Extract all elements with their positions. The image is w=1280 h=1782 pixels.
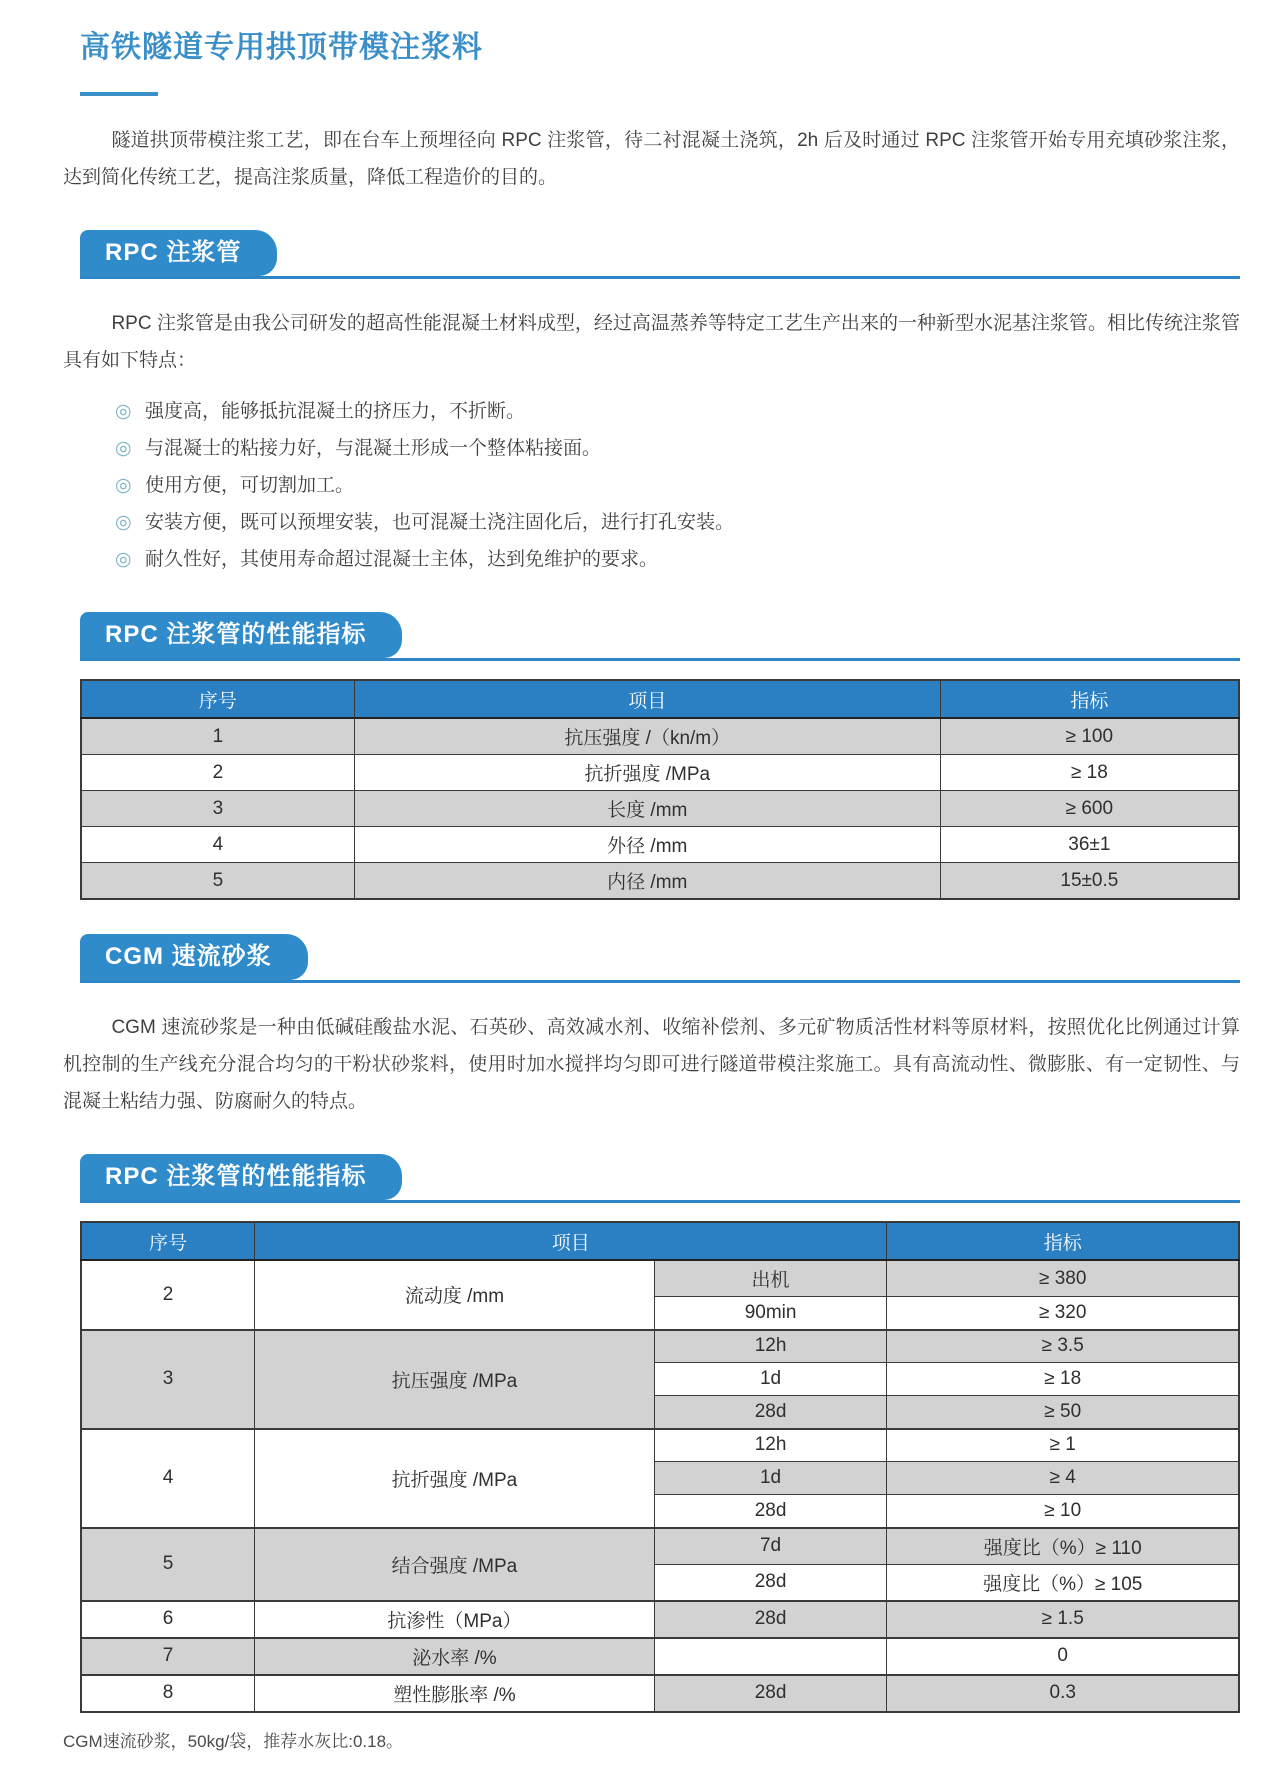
condition-cell — [654, 1638, 887, 1675]
table-row — [81, 718, 1239, 755]
rpc-description: RPC 注浆管是由我公司研发的超高性能混凝土材料成型，经过高温蒸养等特定工艺生产出来的一种新型水泥基注浆管。相比传统注浆管具有如下特点： — [63, 313, 1240, 371]
condition-cell: 12h — [654, 1330, 887, 1363]
table-header-row — [81, 1222, 1239, 1260]
item-cell: 抗渗性（MPa） — [255, 1601, 655, 1638]
table-header-cell: 序号 — [81, 680, 354, 718]
condition-cell: 出机 — [654, 1260, 887, 1297]
condition-cell: 90min — [654, 1297, 887, 1330]
condition-cell: 1d — [654, 1363, 887, 1396]
cgm-description: CGM 速流砂浆是一种由低碱硅酸盐水泥、石英砂、高效减水剂、收缩补偿剂、多元矿物质活性材料等原材料，按照优化比例通过计算机控制的生产线充分混合均匀的干粉状砂浆料，使用时加水搅拌均匀即可进行隧道带模注浆施工。具有高流动性、微膨胀、有一定韧性、与混凝土粘结力强、防腐耐久的特点。 — [63, 1017, 1240, 1112]
section-header-rpc-table — [80, 612, 1240, 661]
item-cell: 流动度 /mm — [255, 1260, 655, 1330]
list-item-text: 耐久性好，其使用寿命超过混凝士主体，达到免维护的要求。 — [145, 549, 659, 570]
seq-cell: 6 — [81, 1601, 255, 1638]
list-item — [63, 541, 1240, 578]
list-item — [63, 467, 1240, 504]
intro-paragraph: 隧道拱顶带模注浆工艺，即在台车上预埋径向 RPC 注浆管，待二衬混凝土浇筑，2h 后及时通过 RPC 注浆管开始专用充填砂浆注浆，达到简化传统工艺，提高注浆质量，降低工程造价的目的。 — [63, 130, 1240, 188]
value-cell: ≥ 320 — [887, 1297, 1239, 1330]
value-cell: ≥ 10 — [887, 1495, 1239, 1528]
item-cell: 泌水率 /% — [255, 1638, 655, 1675]
value-cell: 15±0.5 — [940, 863, 1239, 900]
list-item-text: 使用方便，可切割加工。 — [145, 475, 355, 496]
value-cell: 强度比（%）≥ 105 — [887, 1564, 1239, 1601]
table-row — [81, 1528, 1239, 1565]
footnote: CGM速流砂浆，50kg/袋，推荐水灰比:0.18。 — [63, 1731, 404, 1751]
seq-cell: 5 — [81, 863, 354, 900]
table-row — [81, 827, 1239, 863]
list-item — [63, 504, 1240, 541]
seq-cell: 5 — [81, 1528, 255, 1601]
seq-cell: 2 — [81, 1260, 255, 1330]
page-title: 高铁隧道专用拱顶带模注浆料 — [80, 31, 483, 64]
seq-cell: 3 — [81, 791, 354, 827]
table-row — [81, 791, 1239, 827]
condition-cell: 28d — [654, 1601, 887, 1638]
item-cell: 抗折强度 /MPa — [255, 1429, 655, 1528]
condition-cell: 28d — [654, 1495, 887, 1528]
item-cell: 长度 /mm — [354, 791, 940, 827]
table-header-row — [81, 680, 1239, 718]
table-header — [81, 680, 1239, 718]
list-item — [63, 393, 1240, 430]
bullet-icon: ◎ — [115, 438, 132, 459]
cgm-performance-table — [80, 1221, 1240, 1713]
seq-cell: 4 — [81, 827, 354, 863]
list-item-text: 安装方便，既可以预埋安装，也可混凝土浇注固化后，进行打孔安装。 — [145, 512, 735, 533]
value-cell: ≥ 18 — [887, 1363, 1239, 1396]
section-badge: RPC 注浆管的性能指标 — [80, 1154, 402, 1200]
list-item-text: 强度高，能够抵抗混凝土的挤压力，不折断。 — [145, 401, 526, 422]
value-cell: ≥ 50 — [887, 1396, 1239, 1429]
bullet-icon: ◎ — [115, 512, 132, 533]
section-header-rpc — [80, 230, 1240, 279]
table-row — [81, 1675, 1239, 1712]
table-header-cell: 项目 — [354, 680, 940, 718]
condition-cell: 1d — [654, 1462, 887, 1495]
value-cell: 36±1 — [940, 827, 1239, 863]
section-header-cgm-table — [80, 1154, 1240, 1203]
table-row — [81, 863, 1239, 900]
section-badge: RPC 注浆管的性能指标 — [80, 612, 402, 658]
value-cell: 强度比（%）≥ 110 — [887, 1528, 1239, 1565]
table-row — [81, 1260, 1239, 1297]
section-badge: CGM 速流砂浆 — [80, 934, 308, 980]
value-cell: ≥ 1.5 — [887, 1601, 1239, 1638]
condition-cell: 12h — [654, 1429, 887, 1462]
table-header-cell: 序号 — [81, 1222, 255, 1260]
item-cell: 抗折强度 /MPa — [354, 755, 940, 791]
rpc-feature-list — [63, 393, 1240, 578]
value-cell: ≥ 380 — [887, 1260, 1239, 1297]
table-header — [81, 1222, 1239, 1260]
table-body — [81, 1260, 1239, 1712]
section-header-cgm — [80, 934, 1240, 983]
item-cell: 结合强度 /MPa — [255, 1528, 655, 1601]
item-cell: 抗压强度 /（kn/m） — [354, 718, 940, 755]
seq-cell: 2 — [81, 755, 354, 791]
list-item — [63, 430, 1240, 467]
title-underline — [80, 92, 158, 96]
value-cell: ≥ 600 — [940, 791, 1239, 827]
seq-cell: 7 — [81, 1638, 255, 1675]
value-cell: 0.3 — [887, 1675, 1239, 1712]
seq-cell: 3 — [81, 1330, 255, 1429]
value-cell: ≥ 100 — [940, 718, 1239, 755]
rpc-performance-table — [80, 679, 1240, 900]
seq-cell: 1 — [81, 718, 354, 755]
bullet-icon: ◎ — [115, 401, 132, 422]
condition-cell: 28d — [654, 1675, 887, 1712]
table-header-cell: 指标 — [940, 680, 1239, 718]
condition-cell: 28d — [654, 1564, 887, 1601]
item-cell: 塑性膨胀率 /% — [255, 1675, 655, 1712]
condition-cell: 7d — [654, 1528, 887, 1565]
value-cell: ≥ 18 — [940, 755, 1239, 791]
table-row — [81, 1601, 1239, 1638]
item-cell: 抗压强度 /MPa — [255, 1330, 655, 1429]
value-cell: ≥ 4 — [887, 1462, 1239, 1495]
value-cell: 0 — [887, 1638, 1239, 1675]
table-row — [81, 1429, 1239, 1462]
seq-cell: 4 — [81, 1429, 255, 1528]
item-cell: 外径 /mm — [354, 827, 940, 863]
table-body — [81, 718, 1239, 899]
bullet-icon: ◎ — [115, 475, 132, 496]
list-item-text: 与混凝士的粘接力好，与混凝土形成一个整体粘接面。 — [145, 438, 602, 459]
item-cell: 内径 /mm — [354, 863, 940, 900]
table-header-cell: 项目 — [255, 1222, 887, 1260]
section-badge: RPC 注浆管 — [80, 230, 277, 276]
table-row — [81, 1638, 1239, 1675]
condition-cell: 28d — [654, 1396, 887, 1429]
value-cell: ≥ 1 — [887, 1429, 1239, 1462]
table-row — [81, 1330, 1239, 1363]
seq-cell: 8 — [81, 1675, 255, 1712]
value-cell: ≥ 3.5 — [887, 1330, 1239, 1363]
table-header-cell: 指标 — [887, 1222, 1239, 1260]
bullet-icon: ◎ — [115, 549, 132, 570]
table-row — [81, 755, 1239, 791]
